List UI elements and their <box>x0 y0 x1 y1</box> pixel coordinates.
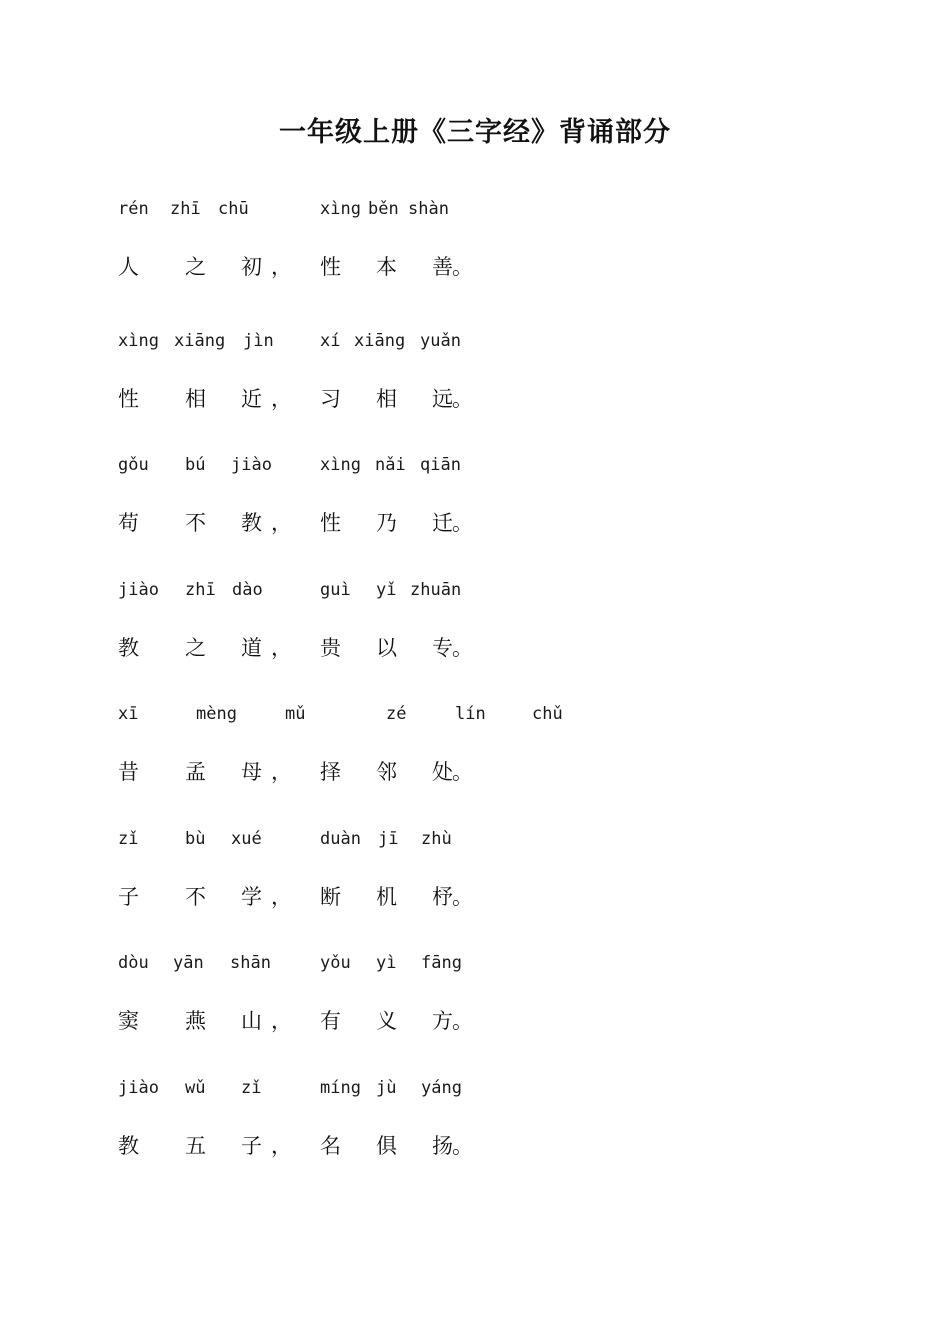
pinyin-syllable: nǎi <box>375 455 406 475</box>
comma-mark: ， <box>271 255 292 279</box>
comma-mark: ， <box>271 1009 292 1033</box>
hanzi-character: 邻 <box>376 760 397 784</box>
pinyin-syllable: zé <box>386 704 407 724</box>
pinyin-syllable: shàn <box>408 199 449 219</box>
hanzi-character: 本 <box>376 255 397 279</box>
hanzi-character: 五 <box>185 1134 206 1158</box>
hanzi-character: 学 <box>241 885 262 909</box>
verse <box>0 829 950 929</box>
pinyin-syllable: chū <box>218 199 249 219</box>
pinyin-syllable: jiào <box>118 580 159 600</box>
hanzi-character: 习 <box>320 387 341 411</box>
pinyin-syllable: jìn <box>243 331 274 351</box>
pinyin-syllable: yǐ <box>376 580 397 600</box>
hanzi-character: 苟 <box>118 511 139 535</box>
pinyin-syllable: rén <box>118 199 149 219</box>
hanzi-character: 之 <box>185 255 206 279</box>
pinyin-syllable: dào <box>232 580 263 600</box>
pinyin-syllable: chǔ <box>532 704 563 724</box>
verse <box>0 704 950 804</box>
verse <box>0 331 950 431</box>
hanzi-character: 不 <box>185 885 206 909</box>
pinyin-syllable: zhuān <box>410 580 462 600</box>
hanzi-character: 不 <box>185 511 206 535</box>
hanzi-character: 机 <box>376 885 397 909</box>
period-mark: 。 <box>452 1009 473 1033</box>
verse <box>0 455 950 555</box>
pinyin-syllable: xī <box>118 704 139 724</box>
comma-mark: ， <box>271 760 292 784</box>
pinyin-syllable: fāng <box>421 953 462 973</box>
hanzi-character: 以 <box>376 636 397 660</box>
period-mark: 。 <box>452 636 473 660</box>
hanzi-character: 有 <box>320 1009 341 1033</box>
comma-mark: ， <box>271 511 292 535</box>
hanzi-character: 近 <box>241 387 262 411</box>
hanzi-character: 人 <box>118 255 139 279</box>
period-mark: 。 <box>452 255 473 279</box>
comma-mark: ， <box>271 387 292 411</box>
hanzi-character: 教 <box>118 636 139 660</box>
pinyin-syllable: jiào <box>118 1078 159 1098</box>
period-mark: 。 <box>452 511 473 535</box>
pinyin-syllable: yì <box>376 953 397 973</box>
hanzi-character: 贵 <box>320 636 341 660</box>
hanzi-character: 山 <box>241 1009 262 1033</box>
pinyin-syllable: mǔ <box>285 704 306 724</box>
hanzi-character: 扬 <box>432 1134 453 1158</box>
hanzi-character: 初 <box>241 255 262 279</box>
hanzi-character: 善 <box>432 255 453 279</box>
pinyin-syllable: zhù <box>421 829 452 849</box>
hanzi-character: 乃 <box>376 511 397 535</box>
pinyin-syllable: qiān <box>420 455 461 475</box>
comma-mark: ， <box>271 1134 292 1158</box>
pinyin-syllable: xìng <box>118 331 159 351</box>
hanzi-character: 义 <box>376 1009 397 1033</box>
hanzi-character: 相 <box>185 387 206 411</box>
hanzi-character: 教 <box>118 1134 139 1158</box>
hanzi-character: 专 <box>432 636 453 660</box>
hanzi-character: 迁 <box>432 511 453 535</box>
hanzi-character: 燕 <box>185 1009 206 1033</box>
comma-mark: ， <box>271 636 292 660</box>
pinyin-syllable: xiāng <box>354 331 406 351</box>
hanzi-character: 择 <box>320 760 341 784</box>
hanzi-character: 方 <box>432 1009 453 1033</box>
pinyin-syllable: guì <box>320 580 351 600</box>
pinyin-syllable: mèng <box>196 704 237 724</box>
hanzi-character: 母 <box>241 760 262 784</box>
verse <box>0 953 950 1053</box>
page-title: 一年级上册《三字经》背诵部分 <box>279 117 671 148</box>
hanzi-character: 之 <box>185 636 206 660</box>
pinyin-syllable: zǐ <box>241 1078 262 1098</box>
pinyin-syllable: zhī <box>170 199 201 219</box>
pinyin-syllable: gǒu <box>118 455 149 475</box>
pinyin-syllable: lín <box>455 704 486 724</box>
hanzi-character: 处 <box>432 760 453 784</box>
hanzi-character: 道 <box>241 636 262 660</box>
pinyin-syllable: dòu <box>118 953 149 973</box>
hanzi-character: 性 <box>118 387 139 411</box>
hanzi-character: 窦 <box>118 1009 139 1033</box>
hanzi-character: 子 <box>118 885 139 909</box>
hanzi-character: 相 <box>376 387 397 411</box>
pinyin-syllable: zhī <box>185 580 216 600</box>
pinyin-syllable: yáng <box>421 1078 462 1098</box>
pinyin-syllable: bú <box>185 455 206 475</box>
pinyin-syllable: zǐ <box>118 829 139 849</box>
pinyin-syllable: xiāng <box>174 331 226 351</box>
pinyin-syllable: yǒu <box>320 953 351 973</box>
period-mark: 。 <box>452 387 473 411</box>
period-mark: 。 <box>452 760 473 784</box>
hanzi-character: 子 <box>241 1134 262 1158</box>
pinyin-syllable: shān <box>230 953 271 973</box>
hanzi-character: 孟 <box>185 760 206 784</box>
hanzi-character: 名 <box>320 1134 341 1158</box>
verse <box>0 580 950 680</box>
period-mark: 。 <box>452 885 473 909</box>
pinyin-syllable: jù <box>376 1078 397 1098</box>
pinyin-syllable: bù <box>185 829 206 849</box>
hanzi-character: 昔 <box>118 760 139 784</box>
comma-mark: ， <box>271 885 292 909</box>
hanzi-character: 性 <box>320 511 341 535</box>
hanzi-character: 远 <box>432 387 453 411</box>
hanzi-character: 断 <box>320 885 341 909</box>
pinyin-syllable: duàn <box>320 829 361 849</box>
pinyin-syllable: xí <box>320 331 341 351</box>
pinyin-syllable: xìng <box>320 199 361 219</box>
pinyin-syllable: běn <box>368 199 399 219</box>
pinyin-syllable: yuǎn <box>420 331 461 351</box>
hanzi-character: 杼 <box>432 885 453 909</box>
period-mark: 。 <box>452 1134 473 1158</box>
pinyin-syllable: jī <box>378 829 399 849</box>
hanzi-character: 俱 <box>376 1134 397 1158</box>
pinyin-syllable: xué <box>231 829 262 849</box>
hanzi-character: 教 <box>241 511 262 535</box>
verse <box>0 1078 950 1178</box>
pinyin-syllable: yān <box>173 953 204 973</box>
verse <box>0 199 950 299</box>
pinyin-syllable: míng <box>320 1078 361 1098</box>
pinyin-syllable: jiào <box>231 455 272 475</box>
hanzi-character: 性 <box>320 255 341 279</box>
pinyin-syllable: wǔ <box>185 1078 206 1098</box>
pinyin-syllable: xìng <box>320 455 361 475</box>
